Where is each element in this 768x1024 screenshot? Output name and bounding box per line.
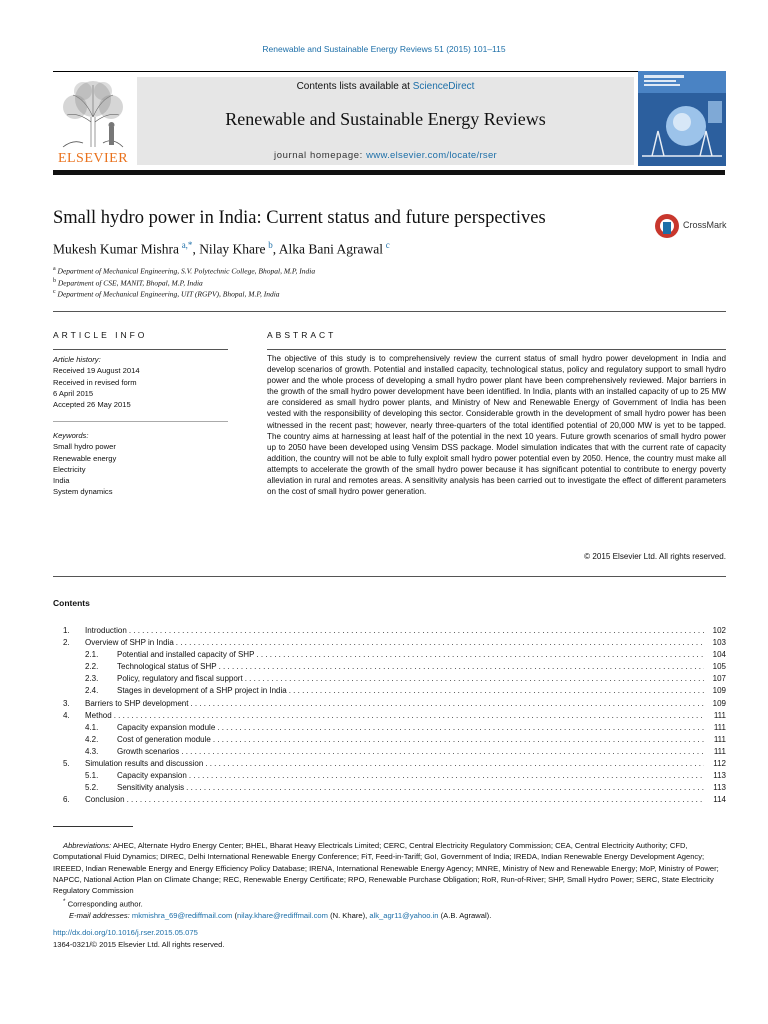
toc-page-number[interactable]: 112 xyxy=(713,759,726,769)
toc-title[interactable]: Method xyxy=(85,710,112,720)
abstract-heading: ABSTRACT xyxy=(267,330,337,340)
keyword: Renewable energy xyxy=(53,453,117,463)
journal-citation[interactable]: Renewable and Sustainable Energy Reviews 51 (2015) 101–115 xyxy=(262,44,506,54)
toc-leader-dots xyxy=(181,746,704,758)
toc-leader-dots xyxy=(256,649,704,661)
email-link[interactable]: nilay.khare@rediffmail.com xyxy=(236,911,328,921)
toc-entry[interactable] xyxy=(63,661,726,673)
toc-number: 4.1. xyxy=(85,722,99,732)
toc-leader-dots xyxy=(189,770,704,782)
header-rule xyxy=(53,71,725,72)
history-line: Received in revised form xyxy=(53,377,137,387)
toc-leader-dots xyxy=(213,734,704,746)
toc-entry[interactable] xyxy=(63,746,726,758)
toc-entry[interactable] xyxy=(63,710,726,722)
article-history xyxy=(53,354,228,410)
abbreviations-text: AHEC, Alternate Hydro Energy Center; BHEL, Bharat Heavy Electricals Limited; CERC, Central Electricity Regulatory Commission; CEA, Central Electricity Authority; CFD, Computational Fluid Dynamics; DIREC, Delhi International Renewable Energy Conference; FiT, Feed-in-Tariff; GoI, Government of India; IREDA, Indian Renewable Energy Development Agency; IREEED, Indian Renewable Energy and Energy Efficiency Policy Database; IRENA, International Renewable Energy Agency; MNRE, Ministry of New and Renewable Energy; MoP, Ministry of Power; NAPCC, National Action Plan on Climate Change; REC, Renewable Energy Certificate; RPO, Renewable Purchase Obligation; RoR, Run-of-River; SHP, Small Hydro Power; SERC, State Electricity Regulatory Commission xyxy=(53,841,719,896)
toc-page-number[interactable]: 109 xyxy=(712,698,726,708)
toc-page-number[interactable]: 111 xyxy=(713,734,726,744)
toc-title[interactable]: Introduction xyxy=(85,626,127,635)
author-name[interactable]: Mukesh Kumar Mishra xyxy=(53,241,179,257)
toc-title[interactable]: Cost of generation module xyxy=(117,734,211,744)
history-line: Accepted 26 May 2015 xyxy=(53,400,131,410)
keyword: Electricity xyxy=(53,464,86,474)
toc-page-number[interactable]: 102 xyxy=(712,626,726,635)
affiliation-text: Department of Mechanical Engineering, S.V. Polytechnic College, Bhopal, M.P, India xyxy=(57,266,316,276)
article-info-rule xyxy=(53,349,228,350)
issn-copyright: 1364-0321/© 2015 Elsevier Ltd. All rights reserved. xyxy=(53,940,225,949)
toc-title[interactable]: Technological status of SHP xyxy=(117,662,217,672)
author-affiliation-marker[interactable]: c xyxy=(385,240,390,250)
author-list: Mukesh Kumar Mishra $^{a,*}$, Nilay Khare $^b$, Alka Bani Agrawal $^c$ xyxy=(53,240,390,257)
toc-page-number[interactable]: 114 xyxy=(713,795,726,805)
toc-page-number[interactable]: 105 xyxy=(712,662,726,672)
footnotes xyxy=(53,840,726,922)
toc-leader-dots xyxy=(114,710,704,722)
toc-entry[interactable] xyxy=(63,649,726,661)
toc-number: 2.1. xyxy=(85,650,99,660)
toc-entry[interactable] xyxy=(63,625,726,637)
footnote-rule xyxy=(53,826,133,827)
toc-leader-dots xyxy=(205,758,704,770)
email-owner: (A.B. Agrawal). xyxy=(438,911,492,921)
toc-leader-dots xyxy=(217,722,704,734)
toc-leader-dots xyxy=(219,661,704,673)
elsevier-tree-icon xyxy=(53,77,133,151)
toc-title[interactable]: Capacity expansion module xyxy=(117,722,216,732)
affiliation-c xyxy=(53,289,280,299)
email-link[interactable]: mkmishra_69@rediffmail.com xyxy=(131,911,233,921)
abstract-rule xyxy=(267,349,726,350)
crossmark-badge[interactable] xyxy=(655,212,727,245)
toc-entry[interactable] xyxy=(63,685,726,697)
homepage-prefix: journal homepage: xyxy=(273,150,367,161)
email-link[interactable]: alk_agr11@yahoo.in xyxy=(369,911,439,921)
keywords-block xyxy=(53,430,228,498)
toc-title[interactable]: Sensitivity analysis xyxy=(117,783,185,793)
toc-number: 5. xyxy=(63,759,70,769)
toc-entry[interactable] xyxy=(63,794,726,806)
toc-page-number[interactable]: 111 xyxy=(713,710,726,720)
toc-entry[interactable] xyxy=(63,782,726,794)
affiliation-marker: c xyxy=(53,289,56,295)
toc-page-number[interactable]: 111 xyxy=(713,722,726,732)
abstract-copyright: © 2015 Elsevier Ltd. All rights reserved. xyxy=(584,552,726,561)
crossmark-label: CrossMark xyxy=(683,220,727,230)
table-of-contents xyxy=(63,625,726,806)
toc-number: 2. xyxy=(63,638,70,648)
toc-number: 2.3. xyxy=(85,674,99,684)
toc-number: 2.2. xyxy=(85,662,99,672)
toc-leader-dots xyxy=(176,637,704,649)
toc-title[interactable]: Stages in development of a SHP project in India xyxy=(117,686,287,696)
abbreviations-footnote xyxy=(53,840,726,896)
toc-title[interactable]: Conclusion xyxy=(85,795,125,805)
toc-page-number[interactable]: 104 xyxy=(712,650,726,660)
contents-prefix: Contents lists available at xyxy=(296,81,413,92)
toc-page-number[interactable]: 113 xyxy=(713,771,726,781)
contents-available-line xyxy=(137,81,634,92)
keyword: System dynamics xyxy=(53,487,113,497)
journal-banner xyxy=(137,77,634,165)
keyword: India xyxy=(53,476,70,486)
email-label: E-mail addresses: xyxy=(69,911,130,921)
corresponding-footnote: * Corresponding author. xyxy=(63,898,143,910)
toc-entry[interactable] xyxy=(63,637,726,649)
toc-title[interactable]: Overview of SHP in India xyxy=(85,638,174,648)
author-name[interactable]: Alka Bani Agrawal xyxy=(278,241,383,257)
author-affiliation-marker[interactable]: a,* xyxy=(181,240,193,250)
abbreviations-label: Abbreviations: xyxy=(63,841,112,850)
toc-title[interactable]: Potential and installed capacity of SHP xyxy=(117,650,255,660)
toc-title[interactable]: Capacity expansion xyxy=(117,771,187,781)
history-label: Article history: xyxy=(53,355,101,364)
toc-number: 6. xyxy=(63,795,70,805)
history-line: 6 April 2015 xyxy=(53,388,94,398)
author-affiliation-marker[interactable]: b xyxy=(268,240,273,250)
toc-number: 4.3. xyxy=(85,746,99,756)
toc-leader-dots xyxy=(190,698,704,710)
affiliation-text: Department of CSE, MANIT, Bhopal, M.P, India xyxy=(57,278,203,288)
header-thick-rule xyxy=(53,170,725,175)
toc-entry[interactable] xyxy=(63,673,726,685)
toc-leader-dots xyxy=(245,673,704,685)
toc-page-number[interactable]: 109 xyxy=(712,686,726,696)
keywords-label: Keywords: xyxy=(53,431,89,440)
email-separator: ( xyxy=(232,911,237,921)
affiliation-b xyxy=(53,278,203,288)
toc-page-number[interactable]: 111 xyxy=(713,746,726,756)
toc-title[interactable]: Policy, regulatory and fiscal support xyxy=(117,674,243,684)
elsevier-logo[interactable] xyxy=(53,77,133,165)
toc-entry[interactable] xyxy=(63,770,726,782)
keyword: Small hydro power xyxy=(53,442,116,452)
corresponding-text: Corresponding author. xyxy=(67,900,143,910)
toc-leader-dots xyxy=(129,625,704,637)
journal-homepage-line xyxy=(137,150,634,161)
affiliation-marker: a xyxy=(53,266,56,272)
toc-number: 4.2. xyxy=(85,734,99,744)
toc-number: 1. xyxy=(63,626,70,635)
toc-page-number[interactable]: 113 xyxy=(713,783,726,793)
toc-title[interactable]: Barriers to SHP development xyxy=(85,698,189,708)
doi-link[interactable]: http://dx.doi.org/10.1016/j.rser.2015.05.075 xyxy=(53,928,198,937)
journal-title: Renewable and Sustainable Energy Reviews xyxy=(225,109,546,129)
sciencedirect-link[interactable]: ScienceDirect xyxy=(412,81,475,92)
toc-title[interactable]: Simulation results and discussion xyxy=(85,759,204,769)
toc-entry[interactable] xyxy=(63,722,726,734)
keywords-rule xyxy=(53,421,228,422)
journal-cover-image xyxy=(638,71,726,166)
section-divider xyxy=(53,311,726,312)
history-line: Received 19 August 2014 xyxy=(53,366,140,376)
article-title: Small hydro power in India: Current status and future perspectives xyxy=(53,208,546,228)
author-name[interactable]: Nilay Khare xyxy=(199,241,266,257)
toc-leader-dots xyxy=(186,782,704,794)
toc-number: 2.4. xyxy=(85,686,99,696)
toc-number: 3. xyxy=(63,698,70,708)
abstract-text: The objective of this study is to comprehensively review the current status of small hydro power development in India and develop scenarios of growth. Potential and installed capacity, technological status, policy and regulatory support to small hydro power and the whole process of developing a small hydro power plant have been comprehensively reviewed. Major barriers in the growth of the small hydro power development have been identified. In India, plants with an installed capacity of up to 25 MW are considered as small hydro power plants, and Ministry of New and Renewable Energy of Government of India has been vested with the responsibility of developing this sector. Considerable growth in the development of small hydro power has been witnessed in the recent past; however, nearly three-quarters of the total identified potential of 20,000 MW is yet to be tapped. The country aims at harnessing at least half of the potential in the next 10 years. Future growth scenarios of small hydro power up to 2050 have been developed using Vensim DSS package. Model simulation indicates that with the current rate of capacity addition, the country will not be able to fully exploit small hydro power potential even by 2050. Hence, the country must make all attempts to accelerate the growth of the small hydro power because it has significant potential to contribute to energy poverty alleviation in rural and remotes areas. A sensitivity analysis has been carried out to investigate the effect of different parameters on the cost of small hydro power generation. xyxy=(267,354,726,497)
elsevier-wordmark: ELSEVIER xyxy=(57,151,129,166)
section-divider xyxy=(53,576,726,577)
affiliation-marker: b xyxy=(53,278,56,284)
email-owner: (N. Khare), xyxy=(327,911,370,921)
affiliation-text: Department of Mechanical Engineering, UIT (RGPV), Bhopal, M.P, India xyxy=(57,289,280,299)
toc-page-number[interactable]: 107 xyxy=(712,674,726,684)
toc-entry[interactable] xyxy=(63,698,726,710)
toc-entry[interactable] xyxy=(63,734,726,746)
journal-cover-thumbnail[interactable] xyxy=(638,71,726,166)
toc-number: 5.1. xyxy=(85,771,99,781)
toc-number: 4. xyxy=(63,710,70,720)
email-footnote xyxy=(53,910,726,921)
homepage-link[interactable]: www.elsevier.com/locate/rser xyxy=(366,150,498,161)
toc-page-number[interactable]: 103 xyxy=(712,638,726,648)
toc-number: 5.2. xyxy=(85,783,99,793)
toc-title[interactable]: Growth scenarios xyxy=(117,746,180,756)
toc-entry[interactable] xyxy=(63,758,726,770)
contents-heading: Contents xyxy=(53,598,90,608)
toc-leader-dots xyxy=(289,685,704,697)
toc-leader-dots xyxy=(127,794,704,806)
article-info-heading: ARTICLE INFO xyxy=(53,330,148,340)
affiliation-a xyxy=(53,266,315,276)
